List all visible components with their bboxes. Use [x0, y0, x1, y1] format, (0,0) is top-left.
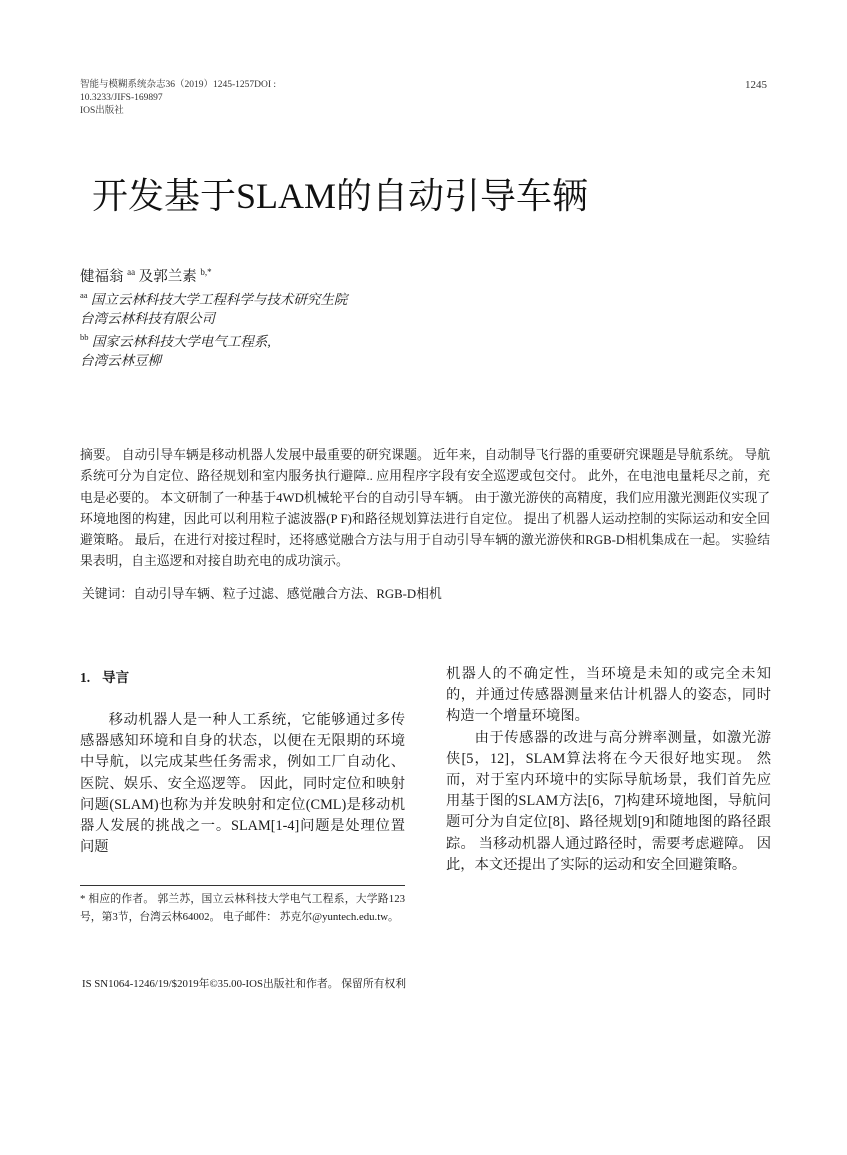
author-2: 及郭兰素: [138, 269, 201, 285]
abstract: 摘要。 自动引导车辆是移动机器人发展中最重要的研究课题。 近年来，自动制导飞行器的重要研究课题是导航系统。 导航系统可分为自定位、路径规划和室内服务执行避障.. 应用程序字段有安全巡逻或包交付。 此外，在电池电量耗尽之前，充电是必要的。 本文研制了一种基于4WD机械轮平台的自动引导车辆。 由于激光游侠的高精度，我们应用激光测距仪实现了环境地图的构建，因此可以利用粒子滤波器(P F)和路径规划算法进行自定位。 提出了机器人运动控制的实际运动和安全回避策略。 最后，在进行对接过程时，还将感觉融合方法与用于自动引导车辆的激光游侠和RGB-D相机集成在一起。 实验结果表明，自主巡逻和对接自助充电的成功演示。: [80, 448, 770, 569]
affiliation-b-line-2: 台湾云林豆柳: [80, 353, 161, 368]
footnote: * 相应的作者。 郭兰苏，国立云林科技大学电气工程系，大学路123号，第3节，台湾云林64002。 电子邮件： 苏克尔@yuntech.edu.tw。: [80, 893, 405, 923]
affiliations: [80, 286, 347, 370]
journal-doi: 10.3233/JIFS-169897: [80, 93, 163, 103]
author-list: [80, 262, 212, 287]
affiliation-a-mark: aa: [80, 290, 88, 300]
body-paragraph: 机器人的不确定性，当环境是未知的或完全未知的，并通过传感器测量来估计机器人的姿态，同时构造一个增量环境图。: [446, 666, 771, 725]
author-1: 健福翁: [80, 269, 124, 285]
affiliation-b-mark: bb: [80, 332, 89, 342]
body-paragraph: 移动机器人是一种人工系统，它能够通过多传感器感知环境和自身的状态，以便在无限期的环境中导航，以完成某些任务需求，例如工厂自动化、医院、娱乐、安全巡逻等。 因此，同时定位和映射问题(SLAM)也称为并发映射和定位(CML)是移动机器人发展的挑战之一。SLAM[1-4]问题是处理位置问题: [80, 712, 405, 856]
body-column-right: [446, 664, 771, 876]
affiliation-a: [80, 286, 347, 309]
affiliation-b: [80, 328, 347, 351]
footnote-divider: [80, 885, 405, 886]
affiliation-a-line-2: 台湾云林科技有限公司: [80, 311, 215, 326]
keywords: 关键词：自动引导车辆、粒子过滤、感觉融合方法、RGB-D相机: [82, 587, 442, 601]
section-number: 1.: [80, 670, 91, 685]
affiliation-a-line-1: 国立云林科技大学工程科学与技术研究生院: [87, 292, 348, 307]
journal-line-1: 智能与模糊系统杂志36（2019）1245-1257DOI :: [80, 80, 277, 90]
section-heading: [80, 666, 129, 686]
page-number: 1245: [745, 79, 767, 91]
body-paragraph: 由于传感器的改进与高分辨率测量，如激光游侠[5，12]，SLAM算法将在今天很好地实现。 然而，对于室内环境中的实际导航场景，我们首先应用基于图的SLAM方法[6，7]构建环境地图，导航问题可分为自定位[8]、路径规划[9]和随地图的路径跟踪。 当移动机器人通过路径时，需要考虑避障。 因此，本文还提出了实际的运动和安全回避策略。: [446, 729, 771, 873]
journal-citation: [80, 79, 320, 118]
author-2-affiliation-mark: b,*: [200, 267, 212, 277]
section-title: 导言: [102, 670, 130, 685]
copyright-notice: IS SN1064-1246/19/$2019年©35.00-IOS出版社和作者。 保留所有权利: [82, 978, 407, 990]
author-1-affiliation-mark: aa: [127, 267, 136, 277]
body-column-left: [80, 710, 405, 858]
journal-publisher: IOS出版社: [80, 106, 124, 116]
paper-title: 开发基于SLAM的自动引导车辆: [92, 176, 589, 216]
affiliation-b-line-1: 国家云林科技大学电气工程系,: [88, 334, 271, 349]
